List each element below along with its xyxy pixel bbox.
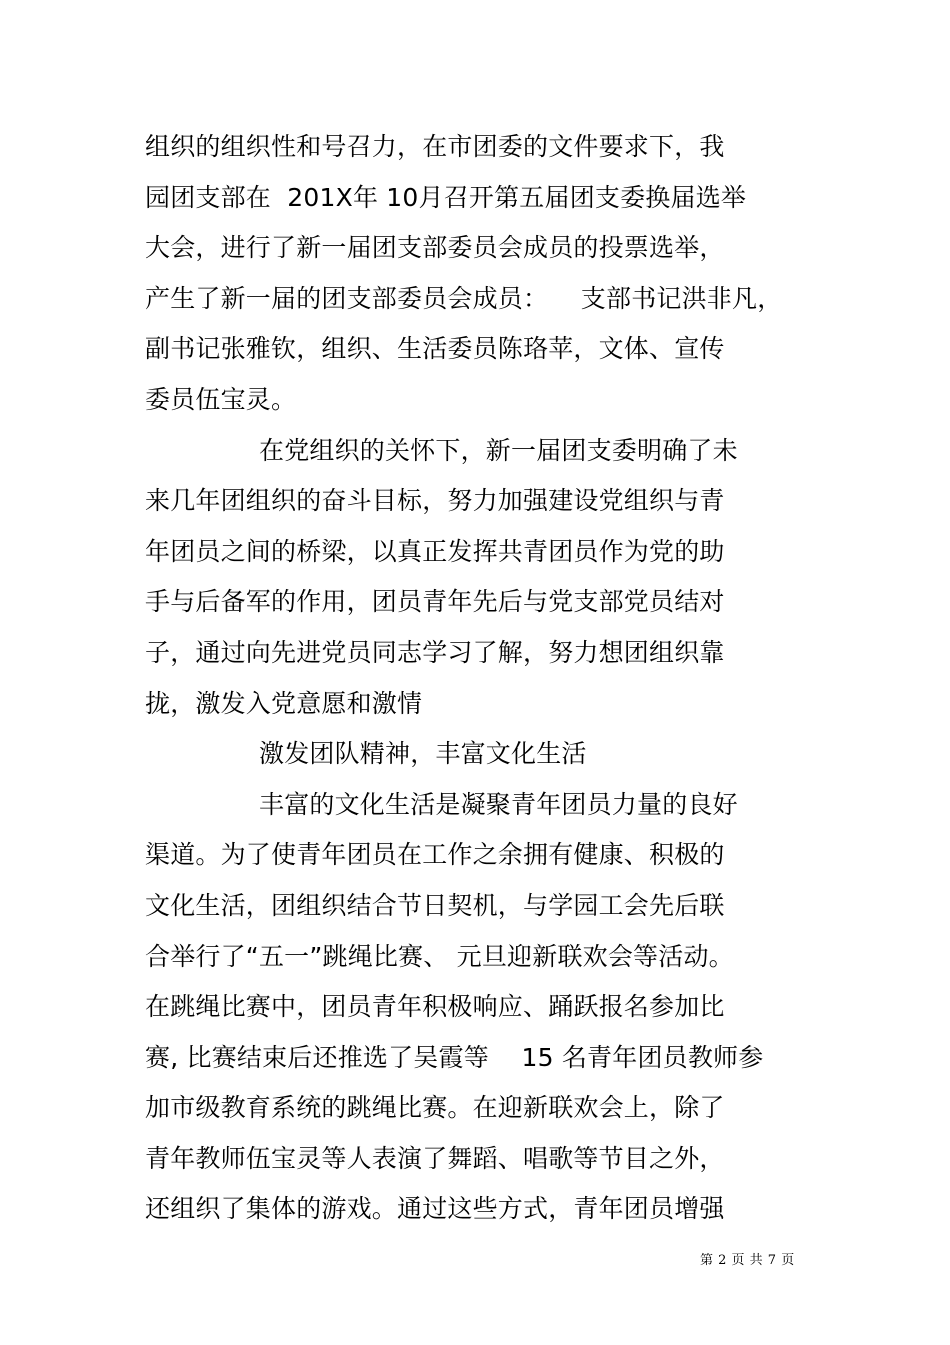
text-line: 副书记张雅钦，组织、生活委员陈珞苹，文体、宣传 bbox=[145, 334, 725, 364]
text-line: 赛, 比赛结束后还推选了吴霞等 15 名青年团员教师参 bbox=[145, 1042, 764, 1072]
text-line: 组织的组织性和号召力，在市团委的文件要求下，我 bbox=[145, 132, 725, 161]
text-line: 年团员之间的桥梁，以真正发挥共青团员作为党的助 bbox=[145, 536, 725, 566]
page-number: 第 2 页 共 7 页 bbox=[700, 1253, 795, 1268]
text-line: 渠道。为了使青年团员在工作之余拥有健康、积极的 bbox=[145, 840, 725, 870]
text-line: 加市级教育系统的跳绳比赛。在迎新联欢会上，除了 bbox=[145, 1093, 725, 1123]
text-line: 园团支部在 201X年 10月召开第五届团支委换届选举 bbox=[145, 182, 747, 212]
text-line: 委员伍宝灵。 bbox=[145, 384, 297, 414]
text-line: 文化生活，团组织结合节日契机，与学园工会先后联 bbox=[145, 890, 725, 920]
section-heading: 激发团队精神，丰富文化生活 bbox=[259, 739, 587, 769]
text-line: 来几年团组织的奋斗目标，努力加强建设党组织与青 bbox=[145, 486, 725, 516]
paragraph-start-line: 丰富的文化生活是凝聚青年团员力量的良好 bbox=[259, 789, 738, 819]
text-line: 大会，进行了新一届团支部委员会成员的投票选举， bbox=[145, 233, 725, 263]
text-line: 合举行了“五一”跳绳比赛、 元旦迎新联欢会等活动。 bbox=[145, 941, 734, 971]
text-line: 青年教师伍宝灵等人表演了舞蹈、唱歌等节目之外， bbox=[145, 1143, 725, 1173]
text-line: 子，通过向先进党员同志学习了解，努力想团组织靠 bbox=[145, 637, 725, 667]
text-line: 在跳绳比赛中，团员青年积极响应、踊跃报名参加比 bbox=[145, 992, 725, 1022]
text-line: 还组织了集体的游戏。通过这些方式，青年团员增强 bbox=[145, 1194, 725, 1224]
text-line: 手与后备军的作用，团员青年先后与党支部党员结对 bbox=[145, 587, 725, 617]
text-line: 拢，激发入党意愿和激情 bbox=[145, 688, 423, 718]
text-line: 产生了新一届的团支部委员会成员： 支部书记洪非凡， bbox=[145, 283, 783, 313]
body-text bbox=[145, 122, 825, 1235]
paragraph-start-line: 在党组织的关怀下，新一届团支委明确了未 bbox=[259, 435, 738, 465]
